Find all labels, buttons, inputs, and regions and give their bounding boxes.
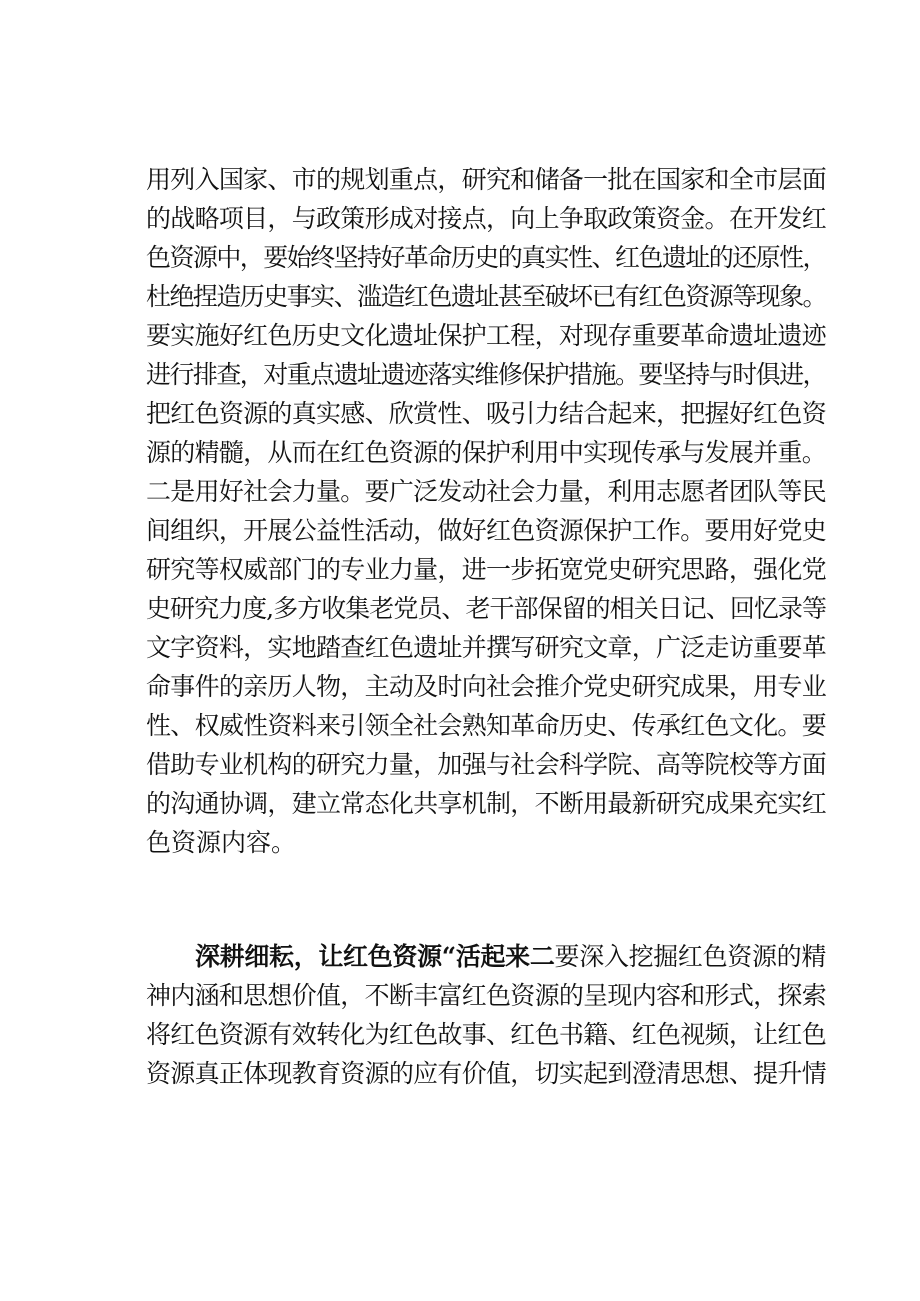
text-line: 二是用好社会力量。要广泛发动社会力量，利用志愿者团队等民 <box>146 477 826 506</box>
text-line: 研究等权威部门的专业力量，进一步拓宽党史研究思路，强化党 <box>146 555 826 584</box>
text-line: 的沟通协调，建立常态化共享机制，不断用最新研究成果充实红 <box>146 789 826 818</box>
text-line: 间组织，开展公益性活动，做好红色资源保护工作。要用好党史 <box>146 516 826 545</box>
text-line: 借助专业机构的研究力量，加强与社会科学院、高等院校等方面 <box>146 750 826 779</box>
text-line: 把红色资源的真实感、欣赏性、吸引力结合起来，把握好红色资 <box>146 399 826 428</box>
paragraph-1 <box>146 160 826 862</box>
text-line: 进行排查，对重点遗址遗迹落实维修保护措施。要坚持与时俱进， <box>146 360 826 389</box>
text-line: 源的精髓，从而在红色资源的保护利用中实现传承与发展并重。 <box>146 438 826 467</box>
text-line: 色资源中，要始终坚持好革命历史的真实性、红色遗址的还原性， <box>146 243 826 272</box>
text-line: 文字资料，实地踏查红色遗址并撰写研究文章，广泛走访重要革 <box>146 633 826 662</box>
text-line: 将红色资源有效转化为红色故事、红色书籍、红色视频，让红色 <box>146 1020 826 1049</box>
text-line: 用列入国家、市的规划重点，研究和储备一批在国家和全市层面 <box>146 165 826 194</box>
text-line: 史研究力度,多方收集老党员、老干部保留的相关日记、回忆录等 <box>146 594 826 623</box>
text-line: 命事件的亲历人物，主动及时向社会推介党史研究成果，用专业 <box>146 672 826 701</box>
text-line: 色资源内容。 <box>146 828 297 857</box>
text-line: 资源真正体现教育资源的应有价值，切实起到澄清思想、提升情 <box>146 1059 826 1088</box>
paragraph-first-line <box>146 937 826 976</box>
section-heading: 深耕细耘，让红色资源“活起来二 <box>195 942 555 971</box>
text-line: 要实施好红色历史文化遗址保护工程，对现存重要革命遗址遗迹 <box>146 321 826 350</box>
paragraph-2 <box>146 937 826 1093</box>
text-line: 神内涵和思想价值，不断丰富红色资源的呈现内容和形式，探索 <box>146 981 826 1010</box>
text-run: 要深入挖掘红色资源的精 <box>554 942 826 971</box>
text-line: 的战略项目，与政策形成对接点，向上争取政策资金。在开发红 <box>146 204 826 233</box>
text-line: 性、权威性资料来引领全社会熟知革命历史、传承红色文化。要 <box>146 711 826 740</box>
text-line: 杜绝捏造历史事实、滥造红色遗址甚至破坏已有红色资源等现象。 <box>146 282 826 311</box>
